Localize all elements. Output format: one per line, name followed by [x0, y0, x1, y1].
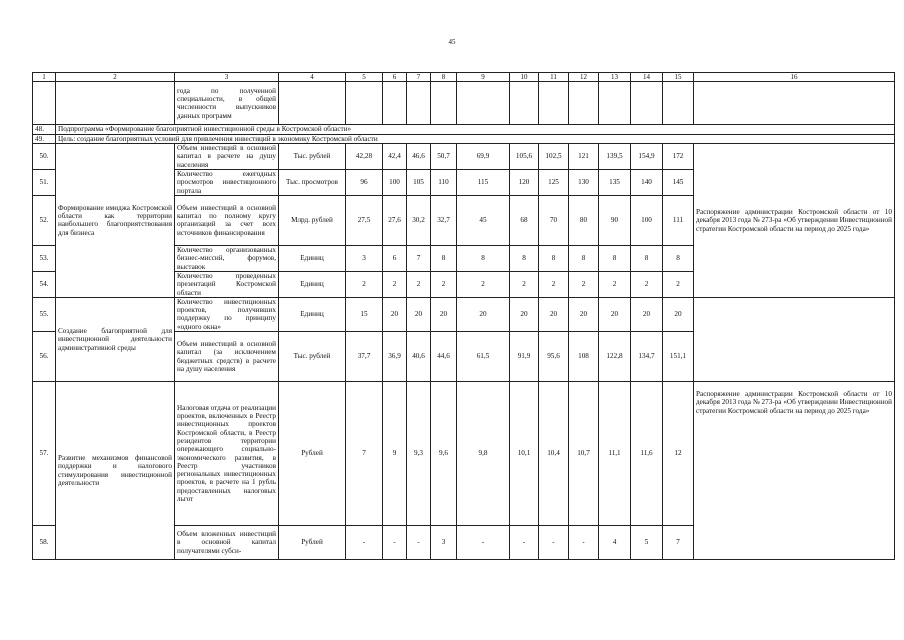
column-header: 16 — [694, 73, 895, 82]
goal-row — [33, 134, 895, 143]
value-cell: 2 — [631, 271, 663, 297]
value-cell: 2 — [599, 271, 631, 297]
row-number: 53. — [33, 245, 56, 271]
unit-cell: Млрд. рублей — [279, 195, 346, 245]
value-cell: 120 — [510, 169, 539, 195]
value-cell: 11,6 — [631, 382, 663, 526]
indicators-table — [32, 72, 895, 560]
value-cell: 30,2 — [407, 195, 431, 245]
indicator-text: Количество организованных бизнес-миссий, форумов, выставок — [175, 245, 279, 271]
task-cell: Развитие механизмов финансовой поддержки и налогового стимулирования инвестиционной деятельности — [56, 382, 175, 560]
row-number: 54. — [33, 271, 56, 297]
value-cell: - — [457, 526, 510, 560]
value-cell: 139,5 — [599, 143, 631, 169]
value-cell: 2 — [407, 271, 431, 297]
value-cell: 100 — [383, 169, 407, 195]
value-cell: 27,5 — [346, 195, 383, 245]
value-cell: 90 — [599, 195, 631, 245]
unit-cell: Рублей — [279, 526, 346, 560]
value-cell: 20 — [510, 297, 539, 331]
row-number: 55. — [33, 297, 56, 331]
indicator-text: Объем инвестиций в основной капитал (за исключением бюджетных средств) в расчете на душу населения — [175, 332, 279, 382]
row-number: 49. — [33, 134, 56, 143]
value-cell: 8 — [539, 245, 569, 271]
value-cell: 20 — [431, 297, 457, 331]
indicator-text: Объем инвестиций в основной капитал по полному кругу организаций за счет всех источников финансирования — [175, 195, 279, 245]
value-cell: 8 — [569, 245, 599, 271]
value-cell: 11,1 — [599, 382, 631, 526]
value-cell: 8 — [663, 245, 694, 271]
value-cell: 12 — [663, 382, 694, 526]
value-cell: - — [539, 526, 569, 560]
subprogram-row — [33, 125, 895, 134]
task-cell: Создание благоприятной для инвестиционной деятельности административной среды — [56, 297, 175, 381]
value-cell: 100 — [631, 195, 663, 245]
value-cell: 40,6 — [407, 332, 431, 382]
value-cell: 125 — [539, 169, 569, 195]
value-cell: 140 — [631, 169, 663, 195]
value-cell: 20 — [457, 297, 510, 331]
value-cell: 69,9 — [457, 143, 510, 169]
value-cell: 46,6 — [407, 143, 431, 169]
value-cell: 145 — [663, 169, 694, 195]
unit-cell: Тыс. просмотров — [279, 169, 346, 195]
value-cell: 8 — [631, 245, 663, 271]
value-cell: 108 — [569, 332, 599, 382]
value-cell: 27,6 — [383, 195, 407, 245]
value-cell: 135 — [599, 169, 631, 195]
value-cell: 8 — [431, 245, 457, 271]
value-cell: 96 — [346, 169, 383, 195]
value-cell: 70 — [539, 195, 569, 245]
value-cell: 8 — [510, 245, 539, 271]
value-cell: 7 — [346, 382, 383, 526]
value-cell: 105 — [407, 169, 431, 195]
value-cell: 105,6 — [510, 143, 539, 169]
value-cell: 9,3 — [407, 382, 431, 526]
value-cell: 2 — [539, 271, 569, 297]
value-cell: - — [383, 526, 407, 560]
value-cell: 9 — [383, 382, 407, 526]
value-cell: - — [407, 526, 431, 560]
column-header: 3 — [175, 73, 279, 82]
value-cell: 134,7 — [631, 332, 663, 382]
value-cell: 20 — [663, 297, 694, 331]
column-header: 11 — [539, 73, 569, 82]
value-cell: 10,1 — [510, 382, 539, 526]
value-cell: - — [346, 526, 383, 560]
column-header: 1 — [33, 73, 56, 82]
value-cell: 42,28 — [346, 143, 383, 169]
indicator-text: Количество проведенных презентаций Костромской области — [175, 271, 279, 297]
value-cell: 121 — [569, 143, 599, 169]
value-cell: 6 — [383, 245, 407, 271]
indicator-text: года по полученной специальности, в общей численности выпускников данных программ — [175, 82, 279, 125]
value-cell: 4 — [599, 526, 631, 560]
value-cell: 110 — [431, 169, 457, 195]
basis-cell: Распоряжение администрации Костромской области от 10 декабря 2013 года № 273-ра «Об утверждении Инвестиционной стратегии Костромской области на период до 2025 года» — [694, 382, 895, 560]
indicator-text: Объем инвестиций в основной капитал в расчете на душу населения — [175, 143, 279, 169]
value-cell: 45 — [457, 195, 510, 245]
row-number: 56. — [33, 332, 56, 382]
value-cell: 7 — [407, 245, 431, 271]
value-cell: - — [510, 526, 539, 560]
unit-cell: Единиц — [279, 271, 346, 297]
value-cell: 44,6 — [431, 332, 457, 382]
value-cell: 8 — [457, 245, 510, 271]
table-row — [33, 297, 895, 331]
row-number: 48. — [33, 125, 56, 134]
continuation-row — [33, 82, 895, 125]
column-header: 10 — [510, 73, 539, 82]
value-cell: 8 — [599, 245, 631, 271]
value-cell: 68 — [510, 195, 539, 245]
value-cell: 2 — [510, 271, 539, 297]
column-header-row — [33, 73, 895, 82]
indicator-text: Количество ежегодных просмотров инвестиционного портала — [175, 169, 279, 195]
value-cell: 20 — [539, 297, 569, 331]
goal-title: Цель: создание благоприятных условий для привлечения инвестиций в экономику Костромской области — [56, 134, 895, 143]
value-cell: 2 — [346, 271, 383, 297]
value-cell: 9,8 — [457, 382, 510, 526]
value-cell: 61,5 — [457, 332, 510, 382]
unit-cell: Единиц — [279, 245, 346, 271]
value-cell: 32,7 — [431, 195, 457, 245]
value-cell: 3 — [431, 526, 457, 560]
value-cell: 2 — [663, 271, 694, 297]
value-cell: 80 — [569, 195, 599, 245]
value-cell: 91,9 — [510, 332, 539, 382]
value-cell: - — [569, 526, 599, 560]
unit-cell: Единиц — [279, 297, 346, 331]
row-number: 51. — [33, 169, 56, 195]
value-cell: 102,5 — [539, 143, 569, 169]
value-cell: 20 — [631, 297, 663, 331]
unit-cell: Тыс. рублей — [279, 143, 346, 169]
row-number: 58. — [33, 526, 56, 560]
subprogram-title: Подпрограмма «Формирование благоприятной инвестиционной среды в Костромской области» — [56, 125, 895, 134]
page-number: 45 — [448, 38, 456, 46]
value-cell: 172 — [663, 143, 694, 169]
column-header: 5 — [346, 73, 383, 82]
unit-cell: Тыс. рублей — [279, 332, 346, 382]
value-cell: 20 — [569, 297, 599, 331]
value-cell: 2 — [431, 271, 457, 297]
row-number: 52. — [33, 195, 56, 245]
value-cell: 10,7 — [569, 382, 599, 526]
unit-cell: Рублей — [279, 382, 346, 526]
table-row — [33, 382, 895, 526]
value-cell: 37,7 — [346, 332, 383, 382]
column-header: 2 — [56, 73, 175, 82]
value-cell: 2 — [569, 271, 599, 297]
value-cell: 111 — [663, 195, 694, 245]
value-cell: 15 — [346, 297, 383, 331]
value-cell: 5 — [631, 526, 663, 560]
value-cell: 9,6 — [431, 382, 457, 526]
value-cell: 130 — [569, 169, 599, 195]
column-header: 6 — [383, 73, 407, 82]
value-cell: 2 — [383, 271, 407, 297]
basis-cell: Распоряжение администрации Костромской области от 10 декабря 2013 года № 273-ра «Об утверждении Инвестиционной стратегии Костромской области на период до 2025 года» — [694, 143, 895, 297]
task-cell: Формирование имиджа Костромской области как территории наибольшего благоприятствования для бизнеса — [56, 143, 175, 297]
value-cell: 20 — [407, 297, 431, 331]
indicator-text: Налоговая отдача от реализации проектов, включенных в Реестр инвестиционных проектов Костромской области, в Реестр резидентов территории опережающего социально-экономического развития, в Реестр участников региональных инвестиционных проектов, в расчете на 1 рубль предоставленных налоговых льгот — [175, 382, 279, 526]
column-header: 9 — [457, 73, 510, 82]
value-cell: 20 — [599, 297, 631, 331]
column-header: 4 — [279, 73, 346, 82]
value-cell: 50,7 — [431, 143, 457, 169]
value-cell: 36,9 — [383, 332, 407, 382]
value-cell: 42,4 — [383, 143, 407, 169]
column-header: 13 — [599, 73, 631, 82]
value-cell: 154,9 — [631, 143, 663, 169]
column-header: 15 — [663, 73, 694, 82]
value-cell: 7 — [663, 526, 694, 560]
table-row — [33, 143, 895, 169]
value-cell: 95,6 — [539, 332, 569, 382]
row-number: 57. — [33, 382, 56, 526]
value-cell: 20 — [383, 297, 407, 331]
row-number: 50. — [33, 143, 56, 169]
value-cell: 151,1 — [663, 332, 694, 382]
value-cell: 3 — [346, 245, 383, 271]
value-cell: 115 — [457, 169, 510, 195]
value-cell: 122,8 — [599, 332, 631, 382]
value-cell: 10,4 — [539, 382, 569, 526]
indicator-text: Количество инвестиционных проектов, получивших поддержку по принципу «одного окна» — [175, 297, 279, 331]
column-header: 14 — [631, 73, 663, 82]
value-cell: 2 — [457, 271, 510, 297]
indicator-text: Объем вложенных инвестиций в основной капитал получателями субси- — [175, 526, 279, 560]
column-header: 8 — [431, 73, 457, 82]
column-header: 7 — [407, 73, 431, 82]
column-header: 12 — [569, 73, 599, 82]
basis-cell-empty — [694, 297, 895, 381]
